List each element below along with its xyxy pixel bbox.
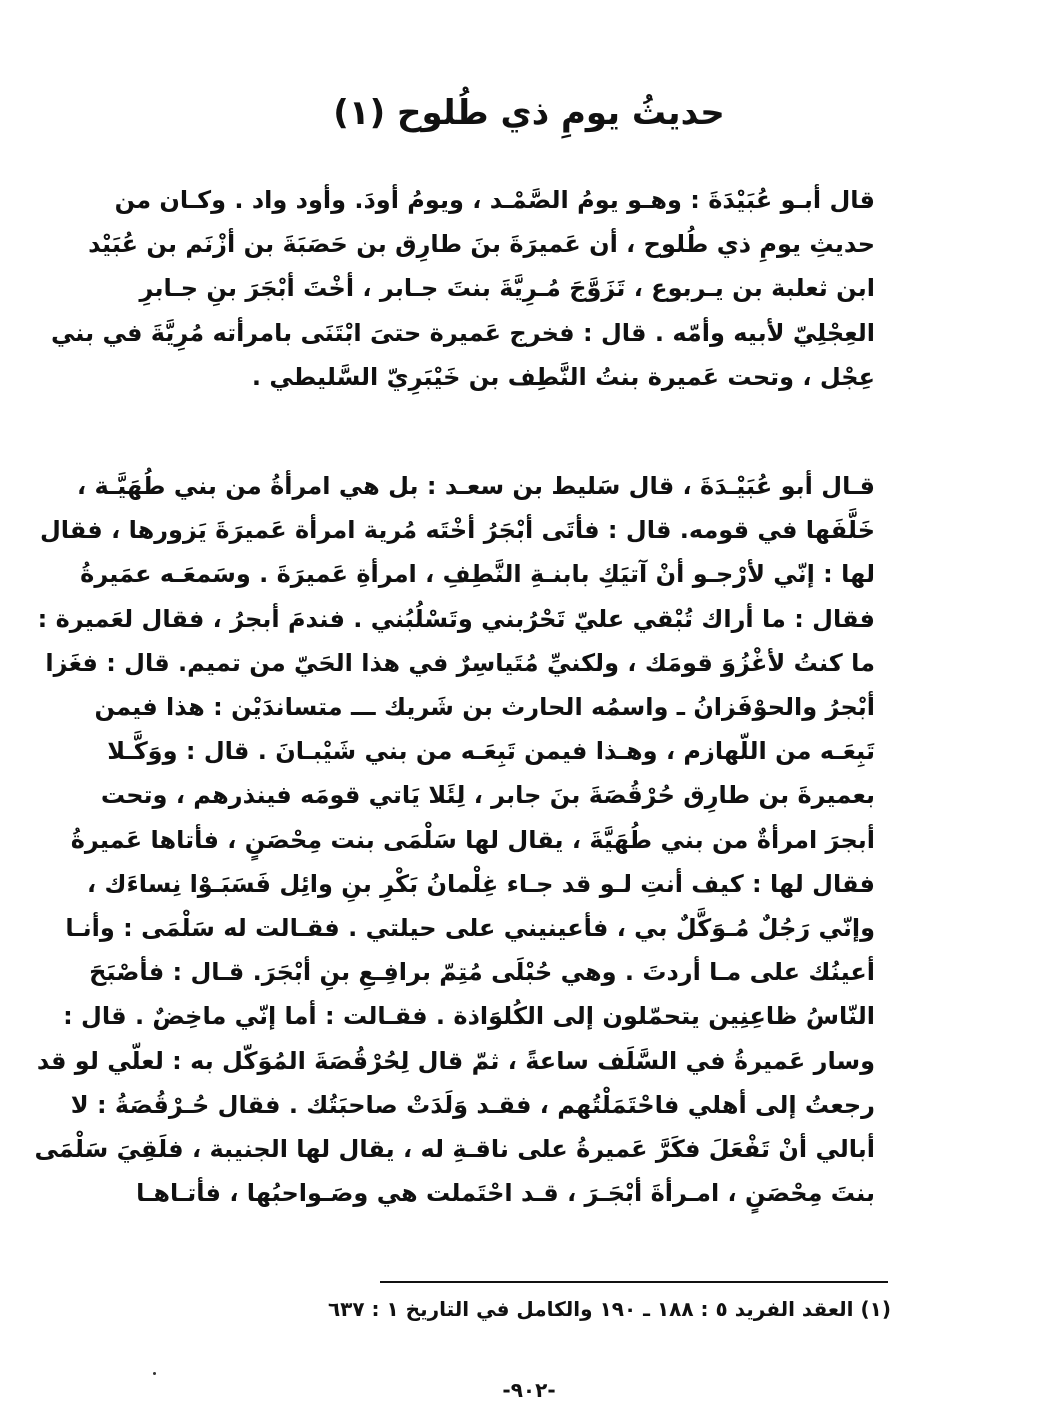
text-line: رجعتُ إلى أهلي فاحْتَمَلْتُهم ، فقـد وَلَدَتْ صاحبَتُك . فقال حُـرْقُصَةُ : لا	[70, 1090, 875, 1119]
text-line: لها : إنّي لأرْجـو أنْ آتيَكِ بابنـةِ النَّطِفِ ، امرأةِ عَميرَةَ . وسَمعَـه عمَيرةُ	[80, 560, 875, 589]
text-line: حديثِ يومِ ذي طُلوح ، أن عَميرَةَ بنَ طارِق بن حَصَبَةَ بن أزْنَم بن عُبَيْد	[88, 230, 875, 259]
text-line: بنتَ مِحْصَنٍ ، امـرأةَ أبْجَـرَ ، قـد احْتَملت هي وصَـواحبُها ، فأتـاهـا	[136, 1179, 875, 1208]
text-line: أبالي أنْ تَفْعَلَ فكَرَّ عَميرةُ على ناقـةِ له ، يقال لها الجنيبة ، فلَقِيَ سَلْمَى	[34, 1135, 875, 1164]
text-line: وإنّي رَجُلٌ مُـوَكَّلٌ بي ، فأعينيني على حيلتي . فقـالت له سَلْمَى : وأنـا	[65, 914, 875, 943]
text-line: خَلَّفَها في قومه. قال : فأتَى أبْجَرُ أخْتَه مُرية امرأة عَميرَةَ يَزورها ، فقال	[39, 516, 875, 545]
text-line: فقال : ما أراك تُبْقي عليّ تَحْرُبني وتَسْلُبُني . فندمَ أبجرُ ، فقال لعَميرة :	[37, 604, 875, 633]
footnote: (١) العقد الفريد ٥ : ١٨٨ ـ ١٩٠ والكامل في التاريخ ١ : ٦٣٧	[327, 1297, 891, 1321]
text-line: العِجْلِيّ لأبيه وأمّه . قال : فخرج عَميرة حتىَ ابْتَنَى بامرأته مُرِيَّةَ في بني	[51, 318, 875, 347]
footnote-divider	[380, 1281, 888, 1283]
paragraph-2	[34, 464, 875, 1215]
text-line: ابن ثعلبة بن يـربوع ، تَزَوَّجَ مُـرِيَّةَ بنتَ جـابر ، أخْتَ أبْجَرَ بنِ جـابرِ	[139, 274, 875, 303]
text-line: أبجرَ امرأةٌ من بني طُهَيَّةَ ، يقال لها سَلْمَى بنت مِحْصَنٍ ، فأتاها عَميرةُ	[70, 825, 875, 854]
text-line: أعينُك على مـا أردتَ . وهي حُبْلَى مُتِمّ برافِـعِ بنِ أبْجَرَ. قـال : فأصْبَحَ	[89, 958, 875, 987]
scan-speck	[153, 1372, 156, 1375]
text-line: النّاسُ ظاعِنِين يتحمّلون إلى الكُلوَاذة . فقـالت : أما إنّي ماخِضٌ . قال :	[63, 1002, 875, 1031]
paragraph-1	[51, 178, 875, 399]
text-line: تَبِعَـه من اللّهازم ، وهـذا فيمن تَبِعَـه من بني شَيْبـانَ . قال : ووَكَّـلا	[107, 737, 875, 766]
text-line: أبْجرُ والحوْفَزانُ ـ واسمُه الحارث بن شَريك ـــ متساندَيْن : هذا فيمن	[94, 693, 875, 722]
text-line: فقال لها : كيف أنتِ لـو قد جـاء غِلْمانُ بَكْرِ بنِ وائِل فَسَبَـوْا نِساءَك ،	[87, 869, 875, 898]
chapter-title: حديثُ يومِ ذي طُلوح (١)	[333, 93, 725, 133]
text-line: ما كنتُ لأغْزُوَ قومَك ، ولكنيِّ مُتَياسِرٌ في هذا الحَيّ من تميم. قال : فغَزا	[45, 648, 875, 677]
text-line: بعميرةَ بن طارِق حُرْقُصَةَ بنَ جابر ، لِئَلا يَاتي قومَه فينذرهم ، وتحت	[100, 781, 875, 810]
page-number: -٩٠٢-	[502, 1378, 556, 1402]
text-line: قـال أبو عُبَيْـدَةَ ، قال سَليط بن سعـد : بل هي امرأةُ من بني طُهَيَّـة ،	[76, 472, 875, 500]
text-line: عِجْل ، وتحت عَميرة بنتُ النَّطِف بن خَيْبَرِيّ السَّليطي .	[251, 362, 875, 391]
text-line: قال أبـو عُبَيْدَةَ : وهـو يومُ الصَّمْـد ، ويومُ أودَ. وأود واد . وكـان من	[114, 186, 875, 214]
text-line: وسار عَميرةُ في السَّلَف ساعةً ، ثمّ قال لِحُرْقُصَةَ المُوَكّل به : لعلّي لو قد	[36, 1046, 875, 1075]
